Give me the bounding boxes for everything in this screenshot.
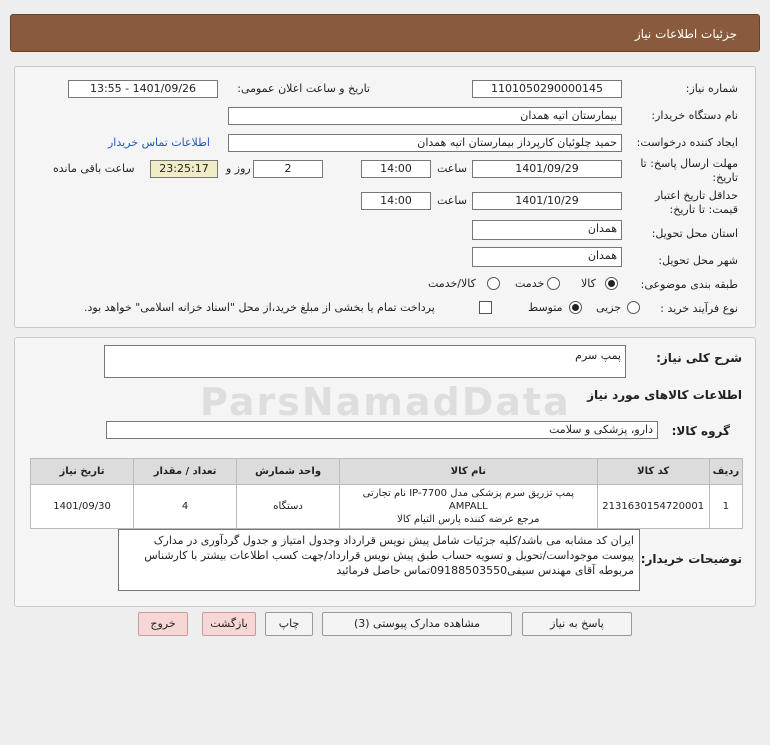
deadline-label-2: تاریخ:: [712, 171, 738, 184]
creator-label: ایجاد کننده درخواست:: [636, 136, 738, 149]
goods-info-title: اطلاعات کالاهای مورد نیاز: [587, 388, 742, 402]
cell-unit: دستگاه: [237, 485, 340, 529]
col-code: کد کالا: [597, 459, 709, 485]
cell-name-line2: مرجع عرضه کننده پارس التیام کالا: [397, 514, 540, 525]
process-option-minor: جزیی: [596, 301, 622, 314]
validity-date-field: 1401/10/29: [472, 192, 622, 210]
col-row: ردیف: [709, 459, 742, 485]
deadline-date-field: 1401/09/29: [472, 160, 622, 178]
back-button[interactable]: بازگشت: [202, 612, 256, 636]
goods-group-label: گروه کالا:: [671, 424, 730, 438]
table-row: [31, 485, 743, 529]
summary-label: شرح کلی نیاز:: [656, 351, 742, 365]
validity-label: حداقل تاریخ اعتبار: [654, 189, 738, 202]
cell-name: [340, 485, 598, 529]
goods-group-field: دارو، پزشکی و سلامت: [106, 421, 658, 439]
announce-field: 1401/09/26 - 13:55: [68, 80, 218, 98]
category-label: طبقه بندی موضوعی:: [640, 278, 738, 291]
category-radio-goods-service[interactable]: [487, 277, 500, 290]
process-label: نوع فرآیند خرید :: [660, 302, 738, 315]
summary-field: پمپ سرم: [104, 345, 626, 378]
page-title: جزئیات اطلاعات نیاز: [634, 27, 737, 41]
need-number-label: شماره نیاز:: [685, 82, 738, 95]
col-unit: واحد شمارش: [237, 459, 340, 485]
reply-button[interactable]: پاسخ به نیاز: [522, 612, 632, 636]
col-date: تاریخ نیاز: [31, 459, 134, 485]
cell-qty: 4: [134, 485, 237, 529]
goods-table: [30, 458, 743, 529]
category-option-service: خدمت: [515, 277, 545, 290]
process-radio-minor[interactable]: [627, 301, 640, 314]
cell-row: 1: [709, 485, 742, 529]
category-radio-goods[interactable]: [605, 277, 618, 290]
buyer-contact-link[interactable]: اطلاعات تماس خریدار: [108, 136, 210, 149]
col-qty: تعداد / مقدار: [134, 459, 237, 485]
exit-button[interactable]: خروج: [138, 612, 188, 636]
province-label: استان محل تحویل:: [651, 227, 738, 240]
goods-table-header: [31, 459, 743, 485]
category-radio-service[interactable]: [547, 277, 560, 290]
city-field: همدان: [472, 247, 622, 267]
category-option-goods: کالا: [581, 277, 596, 290]
creator-field: حمید چلوئیان کارپرداز بیمارستان اتیه همدان: [228, 134, 622, 152]
process-option-medium: متوسط: [528, 301, 563, 314]
buyer-notes-label: توضیحات خریدار:: [640, 552, 742, 566]
category-option-goods-service: کالا/خدمت: [428, 277, 476, 290]
validity-label-2: قیمت: تا تاریخ:: [669, 203, 738, 216]
remaining-label: ساعت باقی مانده: [53, 162, 135, 175]
buyer-org-field: بیمارستان اتیه همدان: [228, 107, 622, 125]
cell-code: 2131630154720001: [597, 485, 709, 529]
remaining-time-field: 23:25:17: [150, 160, 218, 178]
deadline-time-field: 14:00: [361, 160, 431, 178]
days-label: روز و: [226, 162, 251, 175]
buyer-org-label: نام دستگاه خریدار:: [651, 109, 738, 122]
print-button[interactable]: چاپ: [265, 612, 313, 636]
days-field: 2: [253, 160, 323, 178]
treasury-checkbox[interactable]: [479, 301, 492, 314]
deadline-time-label: ساعت: [437, 162, 467, 175]
province-field: همدان: [472, 220, 622, 240]
validity-time-label: ساعت: [437, 194, 467, 207]
validity-time-field: 14:00: [361, 192, 431, 210]
process-radio-medium[interactable]: [569, 301, 582, 314]
cell-date: 1401/09/30: [31, 485, 134, 529]
need-number-field: 1101050290000145: [472, 80, 622, 98]
cell-name-line1: پمپ تزریق سرم پزشکی مدل IP-7700 نام تجارتی AMPALL: [362, 488, 575, 512]
city-label: شهر محل تحویل:: [658, 254, 738, 267]
deadline-label: مهلت ارسال پاسخ: تا: [640, 157, 738, 170]
attachments-button[interactable]: مشاهده مدارک پیوستی (3): [322, 612, 512, 636]
treasury-note: پرداخت تمام یا بخشی از مبلغ خرید،از محل "اسناد خزانه اسلامی" خواهد بود.: [84, 301, 435, 314]
announce-label: تاریخ و ساعت اعلان عمومی:: [237, 82, 370, 95]
col-name: نام کالا: [340, 459, 598, 485]
buyer-notes-field: ایران کد مشابه می باشد/کلیه جزئیات شامل پیش نویس قرارداد وجدول امتیاز و جدول گردآوری در مدارک پیوست موجوداست/تحویل و تسویه حساب طبق پیش نویس قرارداد/جهت کسب اطلاعات بیشتر با کارشناس مربوطه آقای مهندس سیفی09188503550تماس حاصل فرمائید: [118, 529, 640, 591]
page-header: [10, 14, 760, 52]
